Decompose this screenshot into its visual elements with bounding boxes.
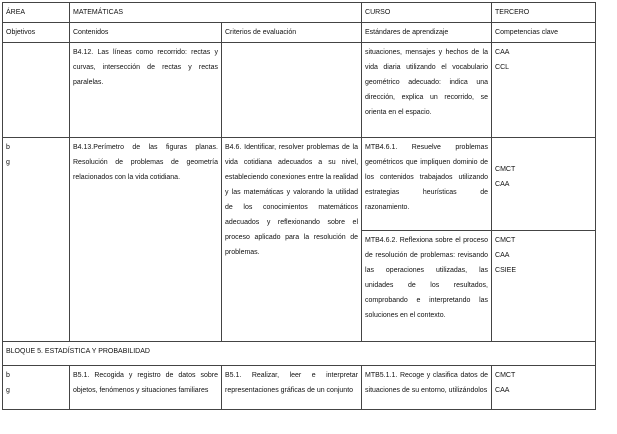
objetivo-code: g [6,387,10,394]
column-header-row [3,23,596,43]
competencia-badge: CMCT [495,166,516,173]
objetivos-cell [3,43,70,138]
objetivo-code: g [6,159,10,166]
objetivos-cell [3,138,70,342]
header-row [3,3,596,23]
col-criterios: Criterios de evaluación [222,23,362,43]
competencias-cell [492,366,596,410]
curso-value: TERCERO [492,3,596,23]
competencia-badge: CSIEE [495,267,517,274]
objetivo-code: b [6,144,10,151]
competencia-badge: CAA [495,387,510,394]
criterios-cell: B5.1. Realizar, leer e interpretar representaciones gráficas de un conjunto [222,366,362,410]
estandar-item: MTB4.6.1. Resuelve problemas geométricos que impliquen dominio de los contenidos trabajados utilizando estrategias heurísticas de razonamiento. [365,144,489,211]
competencia-badge: CCL [495,64,510,71]
col-contenidos: Contenidos [70,23,222,43]
bloque-row [3,342,596,366]
curso-label: CURSO [362,3,492,23]
bloque-title: BLOQUE 5. ESTADÍSTICA Y PROBABILIDAD [3,342,596,366]
competencias-cell [492,43,596,138]
criterios-cell [222,43,362,138]
table-row [3,43,596,138]
contenidos-cell: B4.12. Las líneas como recorrido: rectas y curvas, intersección de rectas y rectas paralelas. [70,43,222,138]
estandar-item: MTB4.6.2. Reflexiona sobre el proceso de resolución de problemas: revisando las operaciones utilizadas, las unidades de los resultados, comprobando e interpretando las soluciones en el contexto. [362,230,491,323]
competencia-badge: CAA [495,181,510,188]
col-estandares: Estándares de aprendizaje [362,23,492,43]
objetivo-code: b [6,372,10,379]
area-value: MATEMÁTICAS [70,3,362,23]
area-label: ÁREA [3,3,70,23]
competencias-cell [492,138,596,342]
contenidos-cell: B4.13.Perímetro de las figuras planas. Resolución de problemas de geometría relacionados con la vida cotidiana. [70,138,222,342]
estandares-cell [362,138,492,342]
objetivos-cell [3,366,70,410]
competencia-badge: CAA [495,49,510,56]
estandares-cell: MTB5.1.1. Recoge y clasifica datos de situaciones de su entorno, utilizándolos [362,366,492,410]
competencia-badge: CMCT [495,237,516,244]
competencia-badge: CMCT [495,372,516,379]
criterios-cell: B4.6. Identificar, resolver problemas de la vida cotidiana adecuados a su nivel, estableciendo conexiones entre la realidad y las matemáticas y valorando la utilidad de los conocimientos matemáticos adecuados y reflexionando sobre el proceso aplicado para la resolución de problemas. [222,138,362,342]
table-row [3,366,596,410]
curriculum-table [2,2,596,410]
table-row [3,138,596,342]
contenidos-cell: B5.1. Recogida y registro de datos sobre objetos, fenómenos y situaciones familiares [70,366,222,410]
col-objetivos: Objetivos [3,23,70,43]
col-competencias: Competencias clave [492,23,596,43]
competencia-badge: CAA [495,252,510,259]
estandares-cell: situaciones, mensajes y hechos de la vida diaria utilizando el vocabulario geométrico adecuado: indica una dirección, explica un recorrido, se orienta en el espacio. [362,43,492,138]
